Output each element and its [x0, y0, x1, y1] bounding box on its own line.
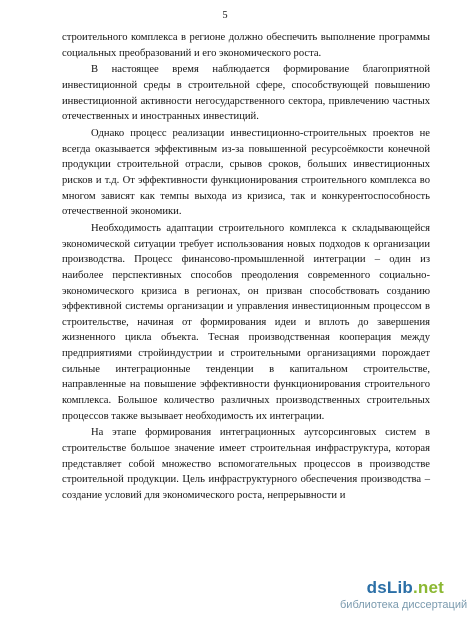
logo-part-dslib: dsLib — [366, 578, 413, 597]
dslib-watermark — [340, 578, 467, 612]
paragraph-4: Необходимость адаптации строительного комплекса к складывающейся экономической ситуации требует использования новых подходов к организации производства. Процесс финансово-промышленной интеграции – один из наиболее перспективных способов преодоления современного социально-экономического кризиса в регионах, он призван способствовать созданию эффективной системы организации и управления инвестиционным процессом в строительстве, начиная от формирования идеи и вплоть до завершения жизненного цикла объекта. Тесная производственная кооперация между предприятиями стройиндустрии и строительными организациями порождает сильные интеграционные тенденции в капитальном строительстве, направленные на повышение эффективности функционирования строительного комплекса. Большое количество различных производственных строительных процессов также вызывает необходимость их интеграции. — [62, 222, 430, 422]
paragraph-5: На этапе формирования интеграционных аутсорсинговых систем в строительстве большое значение имеет строительная инфраструктура, которая представляет собой множество вспомогательных процессов в производстве строительной продукции. Цель инфраструктурного обеспечения производства – создание условий для экономического роста, непрерывности и — [62, 427, 430, 502]
logo-part-net: .net — [412, 578, 444, 597]
paragraph-2: В настоящее время наблюдается формирование благоприятной инвестиционной среды в строительной сфере, способствующей повышению инвестиционной активности негосударственного сектора, привлечению частных отечественных и иностранных инвестиций. — [62, 64, 430, 123]
page-number: 5 — [222, 10, 228, 21]
dslib-logo — [340, 579, 444, 597]
paragraph-3: Однако процесс реализации инвестиционно-строительных проектов не всегда оказывается эффективным из-за повышенной ресурсоёмкости конечной продукции строительной отрасли, срывов сроков, больших инвестиционных рисков и т.д. От эффективности функционирования строительного комплекса во многом зависят как темпы выхода из кризиса, так и конкурентоспособность отечественной экономики. — [62, 127, 430, 218]
watermark-tagline: библиотека диссертаций — [340, 599, 467, 611]
body-text — [62, 30, 430, 504]
paragraph-1: строительного комплекса в регионе должно обеспечить выполнение программы социальных преобразований и его экономического роста. — [62, 32, 430, 59]
